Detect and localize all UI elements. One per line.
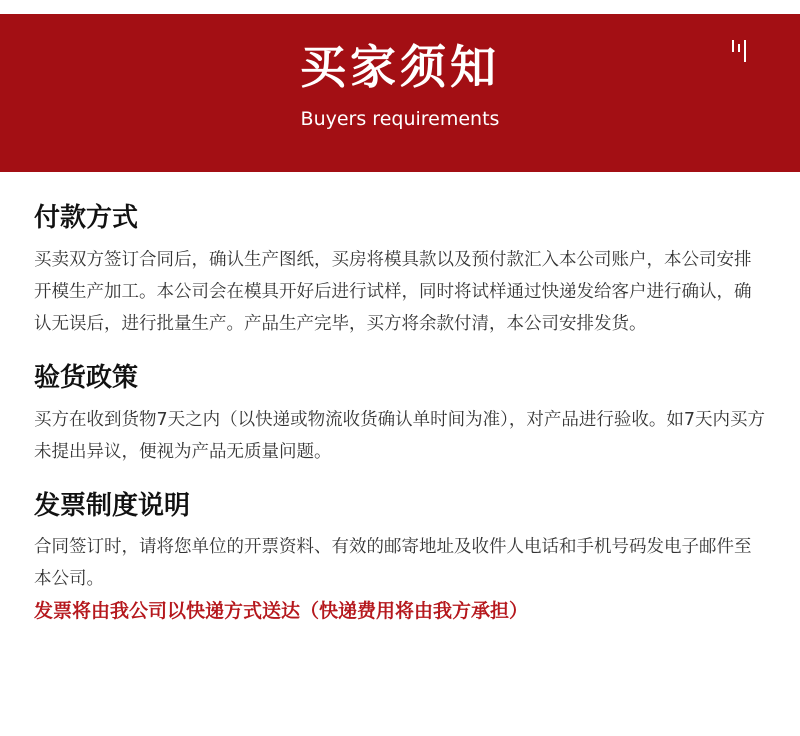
- section-title-inspection: 验货政策: [34, 362, 139, 393]
- page-title: 买家须知: [300, 40, 500, 94]
- section-inspection: [34, 362, 766, 468]
- top-margin: [0, 0, 800, 14]
- invoice-delivery-note: 发票将由我公司以快递方式送达（快递费用将由我方承担）: [34, 600, 529, 623]
- section-body-inspection: 买方在收到货物7天之内（以快递或物流收货确认单时间为准），对产品进行验收。如7天内买方未提出异议，便视为产品无质量问题。: [34, 409, 766, 462]
- header-banner: [0, 14, 800, 172]
- page-subtitle: Buyers requirements: [300, 108, 500, 130]
- section-body-payment: 买卖双方签订合同后，确认生产图纸，买房将模具款以及预付款汇入本公司账户，本公司安排开模生产加工。本公司会在模具开好后进行试样，同时将试样通过快递发给客户进行确认，确认无误后，进行批量生产。产品生产完毕，买方将余款付清，本公司安排发货。: [34, 249, 752, 334]
- decorative-bars-icon: [730, 40, 750, 62]
- section-body-invoice: 合同签订时，请将您单位的开票资料、有效的邮寄地址及收件人电话和手机号码发电子邮件至本公司。: [34, 537, 752, 590]
- main-content: [0, 172, 800, 627]
- section-title-invoice: 发票制度说明: [34, 490, 191, 521]
- section-payment: [34, 202, 766, 340]
- section-invoice: [34, 490, 766, 628]
- section-title-payment: 付款方式: [34, 203, 139, 233]
